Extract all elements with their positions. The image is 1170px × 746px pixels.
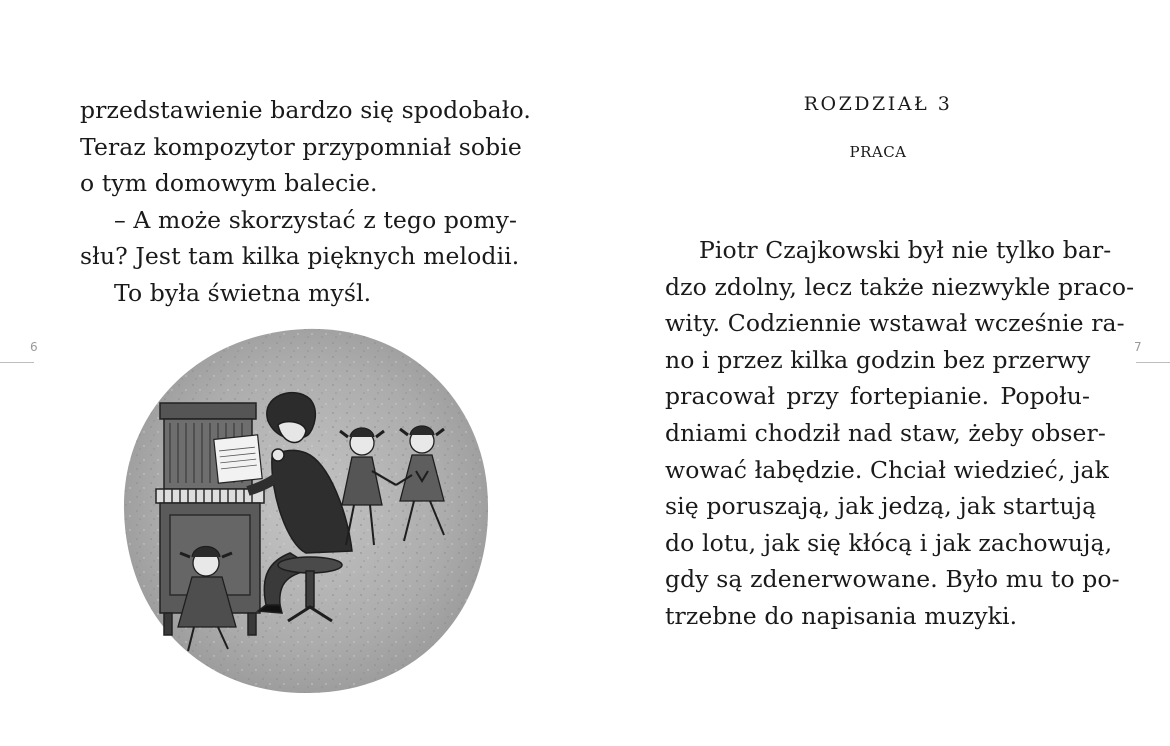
text-line: się poruszają, jak jedzą, jak startują bbox=[665, 492, 1097, 521]
text-line: wity. Codziennie wstawał wcześnie ra- bbox=[665, 309, 1125, 338]
piano-composer-illustration bbox=[120, 325, 492, 697]
text-line: gdy są zdenerwowane. Było mu to po- bbox=[665, 565, 1120, 594]
text-line: przedstawienie bardzo się spodobało. bbox=[80, 96, 531, 124]
text-line: do lotu, jak się kłócą i jak zachowują, bbox=[665, 528, 1113, 557]
text-line: trzebne do napisania muzyki. bbox=[665, 601, 1018, 630]
folio-rule bbox=[0, 362, 34, 363]
page-number: 7 bbox=[1134, 340, 1142, 354]
right-page bbox=[585, 0, 1170, 746]
left-page-body bbox=[80, 92, 531, 312]
right-page-body bbox=[665, 232, 1135, 635]
text-line: słu? Jest tam kilka pięknych melodii. bbox=[80, 242, 520, 271]
text-line: wować łabędzie. Chciał wiedzieć, jak bbox=[665, 455, 1109, 484]
text-line: no i przez kilka godzin bez przerwy bbox=[665, 345, 1091, 374]
page-number: 6 bbox=[30, 340, 38, 354]
text-line: o tym domowym balecie. bbox=[80, 169, 378, 198]
text-line: To była świetna myśl. bbox=[114, 278, 372, 307]
text-line: Piotr Czajkowski był nie tylko bar- bbox=[699, 236, 1112, 264]
text-line: dniami chodził nad staw, żeby obser- bbox=[665, 418, 1106, 447]
chapter-heading: ROZDZIAŁ 3 bbox=[803, 93, 953, 115]
text-line: Teraz kompozytor przypomniał sobie bbox=[80, 132, 522, 161]
folio-rule bbox=[1136, 362, 1170, 363]
text-line: dzo zdolny, lecz także niezwykle praco- bbox=[665, 272, 1135, 301]
text-line: – A może skorzystać z tego pomy- bbox=[114, 205, 518, 234]
text-line: pracował przy fortepianie. Popołu- bbox=[665, 382, 1090, 411]
chapter-subtitle: PRACA bbox=[849, 143, 907, 161]
